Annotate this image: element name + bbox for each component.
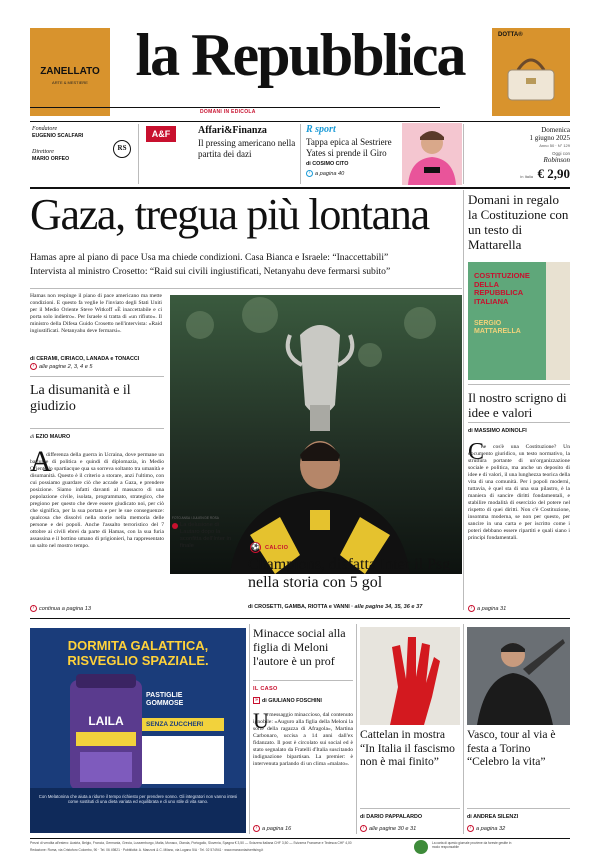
director-label: Direttore	[32, 148, 54, 155]
sport-byline-text: di CROSETTI, GAMBA, RIOTTA e VANNI	[248, 604, 350, 610]
lead-headline[interactable]: Gaza, tregua più lontana	[30, 190, 429, 239]
cattelan-ref-text: alle pagine 30 e 31	[369, 825, 417, 832]
rsport-ref-text: a pagina 40	[315, 170, 345, 177]
sport-title[interactable]: Champions, disfatta Inter il Psg nella storia con 5 gol	[248, 556, 451, 591]
photo-caption: La delusione di Lautaro dopo la sconfitta dell'Inter in finale	[180, 522, 232, 549]
date-box	[470, 126, 570, 183]
date-issue: Anno 50 · N° 129	[539, 143, 570, 148]
meloni-ref-text: a pagina 16	[262, 825, 292, 832]
rsport-text[interactable]: Tappa epica al Sestriere Yates si prende il Giro	[306, 137, 392, 158]
sidebar-mid-ref[interactable]: › a pagina 31	[468, 605, 506, 612]
founder-label: Fondatore	[32, 126, 58, 132]
vasco-photo	[467, 627, 570, 725]
cattelan-ref[interactable]: › alle pagine 30 e 31	[360, 825, 416, 832]
editorial-dropcap: A	[30, 445, 52, 478]
vasco-title[interactable]: Vasco, tour al via è festa a Torino “Celebro la vita”	[467, 728, 556, 768]
ad-headline-2: RISVEGLIO SPAZIALE.	[67, 653, 209, 668]
meloni-ref[interactable]: › a pagina 16	[253, 825, 291, 832]
date-supplement: Robinson	[543, 156, 570, 164]
vasco-ref-text: a pagina 32	[476, 825, 506, 832]
ad-headline-1: DORMITA GALATTICA,	[67, 638, 209, 653]
lead-deck-1[interactable]: Hamas apre al piano di pace Usa ma chiede condizioni. Casa Bianca e Israele: “Inaccettabili”	[30, 252, 389, 263]
sidebar-mid-body: he cos'è una Costituzione? Un documento giuridico, un testo normativo, la struttura portante di un'organizzazione sociale e politica, ma anche un deposito di idee e di valori, il una lunghezza teorica della vita di una comunità. Per i popoli moderni, tuttavia, è quel sta di una sua pilastro, è la maniera di sancire diritti fondamentali, e stabilire modalità di esercizio del potere nel rispetto di quei diritti. Non c'è Costituzione, insomma moderna, se non per questo, per sancire in una carta e per iscritto come i poteri debbano essere ripartiti e quali siano i principi fondamentali.	[468, 444, 570, 541]
rsport-ref[interactable]: › a pagina 40	[306, 170, 344, 177]
editorial-body: differenza della guerra in Ucraina, dove permane un barlume di politica e quindi di diplomazia, in Medio Oriente lo spartiacque qua sa sorreva soltanto tra umanità e disumanità. Questo è il criterio a storare, anzi l'ultimo, con cui possiamo guardare ciò che accade a Gaza, e prendere posizione. Siamo infatti davanti al massacro di una popolazione civile, isolata, programmato, strategico, che pregiono per questo che deve essere giudicato noi, per ciò che significa, per la sua portata e per le sue conseguenze: qualcosa che dissolvi nella storie nella memoria delle persone e dei popoli. Anche l'assalto terroristico del 7 ottobre ai civili ebrei da parte di Hamas, con la sua furia assassina e il bottino umano di prigionieri, ha rappresentato un salto nel mostro tempo.	[30, 452, 164, 549]
af-text[interactable]: Il pressing americano nella partita dei dazi	[198, 138, 296, 159]
price-label: in Italia	[520, 174, 534, 179]
masthead-title[interactable]: la Repubblica	[135, 22, 465, 88]
editorial-title[interactable]: La disumanità e il giudizio	[30, 383, 131, 414]
meloni-dropcap: U	[253, 708, 269, 733]
lead-ref[interactable]: › alle pagine 2, 3, 4 e 5	[30, 363, 93, 370]
meloni-body: n messaggio minaccioso, dal contenuto ignobile: «Auguro alla figlia della Meloni la sorte della ragazza di Afragola», Martina Carbonaro, uccisa a 14 anni dall'ex fidanzato. Il post è circolato sui social ed è stato segnalato da Fratelli d'Italia suscitando indignazione bipartisan. La premier: è intervenuta parlando di un clima «malato».	[253, 712, 353, 767]
editorial-byline	[30, 434, 70, 440]
lead-ref-text: alle pagine 2, 3, 4 e 5	[39, 363, 93, 370]
book-author: SERGIO MATTARELLA	[474, 320, 521, 335]
kicker-domani: DOMANI IN EDICOLA	[200, 109, 256, 115]
lead-byline: di CERAMI, CIRIACO, LANADA e TONACCI	[30, 356, 140, 362]
footer-line-1: Prezzi di vendita all'estero: Austria, Belgio, Francia, Germania, Grecia, Lussemburgo, Malta, Monaco, Olanda, Portogallo, Slovenia, Spagna € 3,50 — Svizzera Italiana CHF 3,50 — Svizzera Francese e Tedesca CHF 4,00	[30, 841, 352, 845]
book-title: COSTITUZIONE DELLA REPUBBLICA ITALIANA	[474, 271, 530, 306]
date-date: 1 giugno 2025	[529, 134, 570, 142]
constitution-book[interactable]	[468, 262, 570, 380]
fsc-badge-icon	[414, 840, 428, 854]
date-day: Domenica	[541, 126, 570, 134]
af-title[interactable]: Affari&Finanza	[198, 125, 267, 136]
ad-zanellato-tag: ARTE & MESTIERE	[52, 80, 88, 85]
vasco-byline: di ANDREA SILENZI	[467, 814, 519, 820]
ad-laila[interactable]	[30, 628, 246, 833]
sidebar-mid-title[interactable]: Il nostro scrigno di idee e valori	[468, 390, 567, 420]
lead-body: Hamas non respinge il piano di pace americano ma mette condizioni. E questo fa veglie le l'inviato degli Stati Uniti per il Medio Oriente Steve Witkoff «È inaccettabile e ci porta solo indietro». Per Israele si tratta di «un rifiuto». Il ministro della Difesa Guido Crosetto nell'intervista: «Raid ingiustificati. Netanyahu deve fermarsi».	[30, 293, 162, 334]
vasco-ref[interactable]: › a pagina 32	[467, 825, 505, 832]
sidebar-mid-ref-text: a pagina 31	[477, 605, 507, 612]
editorial-ref-text: continua a pagina 13	[39, 605, 91, 612]
ad-dotta[interactable]	[492, 28, 570, 116]
editorial-byline-name: EZIO MAURO	[35, 434, 71, 440]
founder-info	[32, 126, 122, 164]
ad-zanellato[interactable]	[30, 28, 110, 116]
meloni-byline: » di GIULIANO FOSCHINI	[253, 697, 322, 704]
editorial-byline-pre: di	[30, 434, 35, 440]
rsport-logo[interactable]: R sport	[306, 124, 336, 135]
rs-logo[interactable]: RS	[113, 140, 131, 158]
sport-icon: ⚽	[251, 543, 260, 551]
founder-name: EUGENIO SCALFARI	[32, 133, 84, 140]
ad-brand: LAILA	[88, 714, 124, 728]
ad-claim: SENZA ZUCCHERI	[142, 718, 224, 731]
cyclist-photo	[402, 123, 462, 185]
ad-zanellato-brand: ZANELLATO	[40, 66, 100, 77]
footer-badge: La carta di questo giornale proviene da foreste gestite in modo responsabile	[432, 841, 512, 849]
cattelan-title[interactable]: Cattelan in mostra “In Italia il fascismo non è mai finito”	[360, 728, 455, 768]
ad-product-line: PASTIGLIE GOMMOSE	[146, 692, 184, 707]
editorial-ref[interactable]: › continua a pagina 13	[30, 605, 91, 612]
sidebar-mid-byline: di MASSIMO ADINOLFI	[468, 428, 527, 434]
meloni-byline-text: di GIULIANO FOSCHINI	[262, 697, 322, 704]
cattelan-photo	[360, 627, 460, 725]
handbag-icon	[502, 48, 560, 108]
rsport-byline: di COSIMO CITO	[306, 161, 349, 167]
ad-jar	[70, 680, 142, 790]
director-name: MARIO ORFEO	[32, 156, 70, 163]
sidebar-mid-dropcap: C	[468, 439, 485, 465]
sport-ref[interactable]: alle pagine 34, 35, 36 e 37	[354, 604, 423, 610]
ad-dotta-brand: DOTTA®	[498, 32, 523, 38]
sport-byline: di CROSETTI, GAMBA, RIOTTA e VANNI · alle pagine 34, 35, 36 e 37	[248, 604, 423, 610]
photo-caption-dot	[172, 523, 178, 529]
meloni-tag: IL CASO	[253, 686, 278, 692]
lead-deck-2[interactable]: Intervista al ministro Crosetto: “Raid sui civili ingiustificati, Netanyahu deve fermarsi subito”	[30, 266, 391, 277]
photo-credit: FOTO ANSA / JULIEN DE ROSA	[172, 516, 219, 520]
cattelan-byline: di DARIO PAPPALARDO	[360, 814, 423, 820]
meloni-title[interactable]: Minacce social alla figlia di Meloni l'autore è un prof	[253, 626, 346, 668]
price: € 2,90	[537, 166, 570, 181]
ad-disclaimer: Con Melatonina che aiuta a ridurre il tempo richiesto per prendere sonno. Gli integratori non vanno intesi come sostituti di una dieta variata ed equilibrata e di uno stile di vita sano.	[38, 794, 238, 805]
sport-tag: CALCIO	[265, 545, 289, 551]
date-edition: Oggi con	[551, 151, 570, 156]
sidebar-top-title[interactable]: Domani in regalo la Costituzione con un testo di Mattarella	[468, 192, 569, 252]
footer-line-2: Redazione: Roma, via Cristoforo Colombo, 90 · Tel. 06 49821 · Pubblicità: A. Manzoni & C. Milano, via Lugano 5/A · Tel. 02 574941 · www.manzoniadvertising.it	[30, 848, 264, 852]
af-logo[interactable]: A&F	[146, 126, 176, 142]
